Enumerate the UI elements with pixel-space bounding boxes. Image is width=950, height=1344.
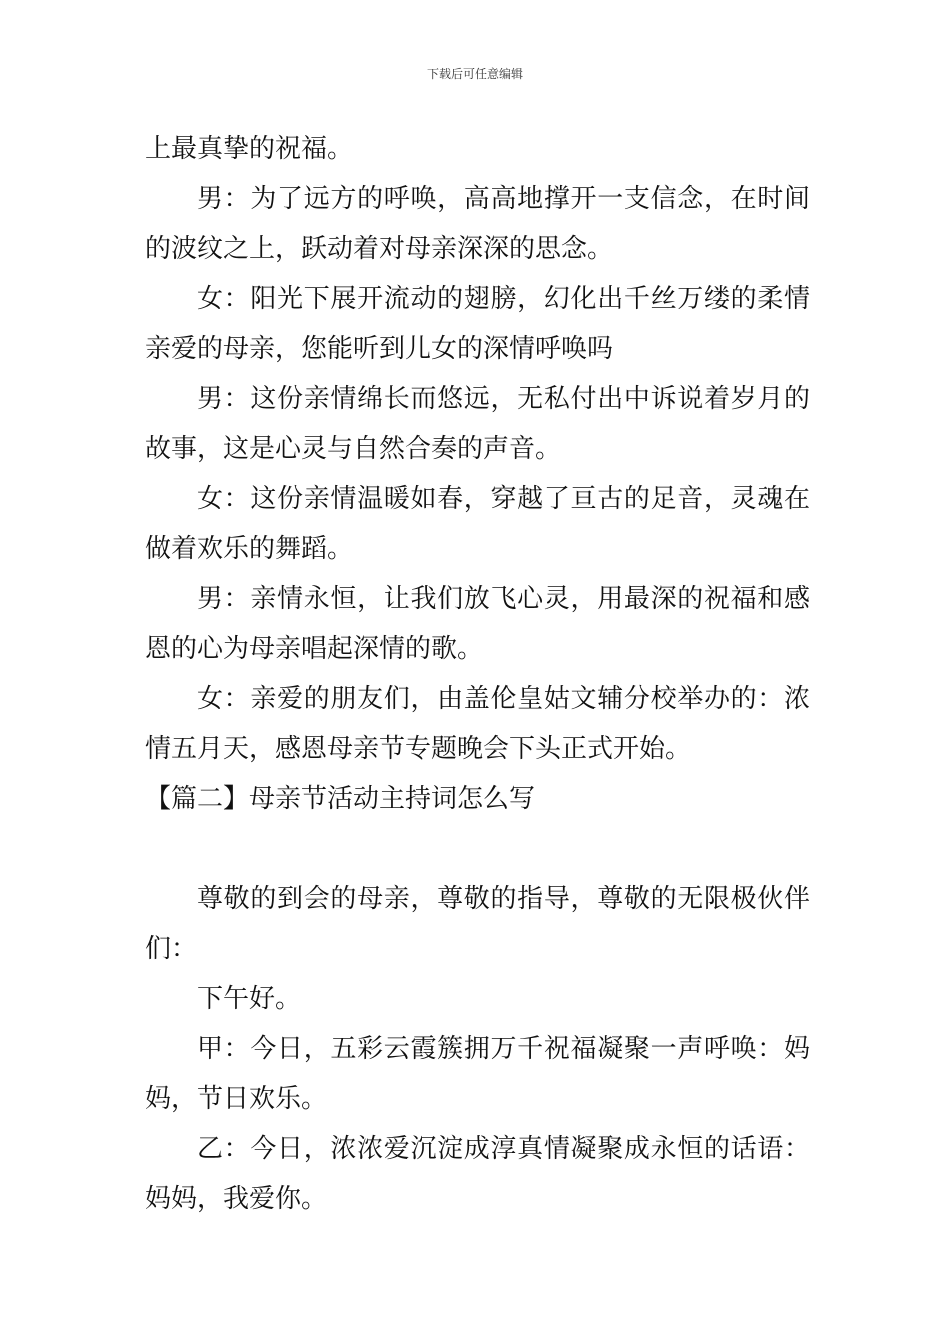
- text-line: 情五月天，感恩母亲节专题晚会下头正式开始。: [145, 734, 692, 764]
- text-line: 做着欢乐的舞蹈。: [145, 534, 354, 564]
- text-line: 尊敬的到会的母亲，尊敬的指导，尊敬的无限极伙伴: [197, 884, 810, 914]
- text-line: 男：亲情永恒，让我们放飞心灵，用最深的祝福和感: [197, 584, 810, 614]
- text-line: 女：阳光下展开流动的翅膀，幻化出千丝万缕的柔情: [197, 284, 810, 314]
- blank-line: [145, 824, 810, 874]
- text-line: 亲爱的母亲，您能听到儿女的深情呼唤吗: [145, 334, 614, 364]
- text-line: 女：这份亲情温暖如春，穿越了亘古的足音，灵魂在: [197, 484, 810, 514]
- text-line: 恩的心为母亲唱起深情的歌。: [145, 634, 484, 664]
- section-heading: 【篇二】母亲节活动主持词怎么写: [145, 784, 536, 814]
- text-line: 妈，节日欢乐。: [145, 1084, 328, 1114]
- text-line: 男：为了远方的呼唤，高高地撑开一支信念，在时间: [197, 184, 810, 214]
- page-header: 下载后可任意编辑: [426, 67, 523, 81]
- text-line: 下午好。: [197, 984, 302, 1014]
- text-line: 女：亲爱的朋友们，由盖伦皇姑文辅分校举办的：浓: [197, 684, 810, 714]
- text-line: 们：: [145, 934, 198, 964]
- text-line: 的波纹之上，跃动着对母亲深深的思念。: [145, 234, 614, 264]
- text-line: 甲：今日，五彩云霞簇拥万千祝福凝聚一声呼唤：妈: [197, 1034, 810, 1064]
- text-line: 乙：今日，浓浓爱沉淀成淳真情凝聚成永恒的话语：: [197, 1134, 810, 1164]
- text-line: 上最真挚的祝福。: [145, 134, 354, 164]
- document-body: [145, 124, 810, 1224]
- text-line: 故事，这是心灵与自然合奏的声音。: [145, 434, 562, 464]
- text-line: 妈妈，我爱你。: [145, 1184, 328, 1214]
- text-line: 男：这份亲情绵长而悠远，无私付出中诉说着岁月的: [197, 384, 810, 414]
